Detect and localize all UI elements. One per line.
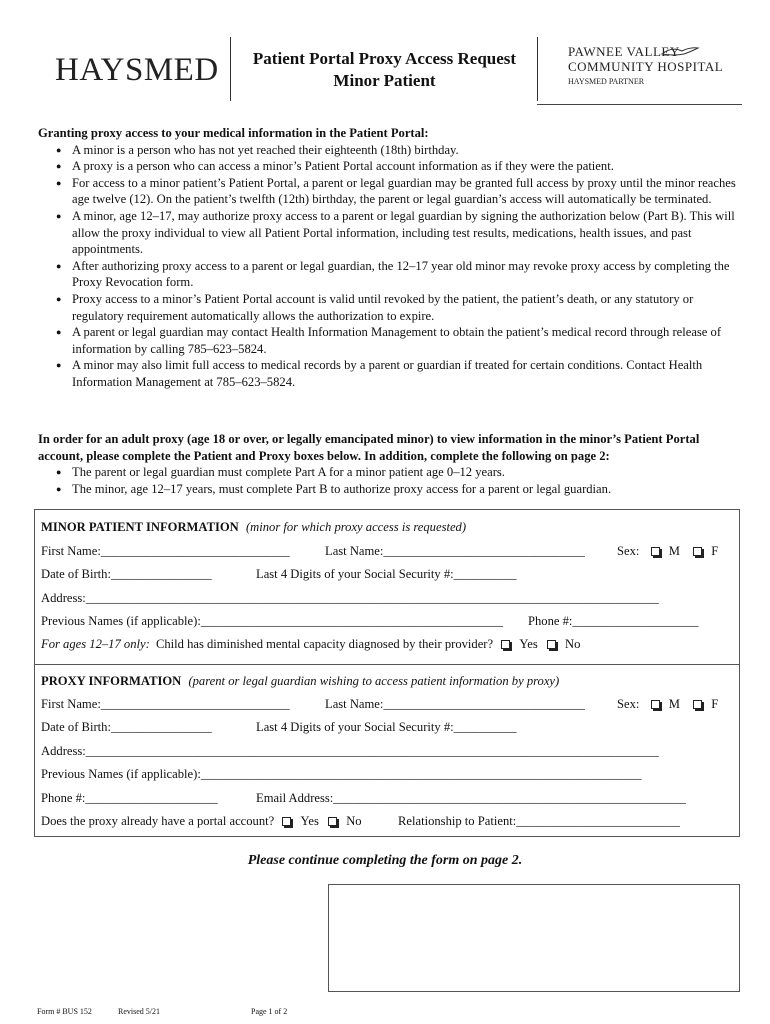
minor-phone-field[interactable]: Phone #:____________________ xyxy=(528,614,699,628)
adult-proxy-paragraph: In order for an adult proxy (age 18 or over, or legally emancipated minor) to view information in the minor’s Patient Portal account, please complete the Patient and Proxy boxes below. In addition, complete the following on page 2: xyxy=(38,432,700,463)
bird-icon xyxy=(660,44,700,58)
continue-note: Please continue completing the form on page 2. xyxy=(247,853,523,868)
minor-sex-f-checkbox[interactable] xyxy=(693,547,702,556)
header-divider-left xyxy=(230,37,231,101)
minor-ssn-field[interactable]: Last 4 Digits of your Social Security #:__________ xyxy=(256,567,517,581)
proxy-sex-label: Sex: xyxy=(617,697,640,711)
minor-heading-row xyxy=(41,520,466,535)
office-use-box xyxy=(328,884,740,992)
proxy-prev-names-field[interactable]: Previous Names (if applicable):______________________________________________________________________ xyxy=(41,767,642,781)
intro-bullet: ● A parent or legal guardian may contact Health Information Management to obtain the patient’s medical record through release of information by calling 785–623–5824. xyxy=(72,324,738,357)
minor-heading-note: (minor for which proxy access is requested) xyxy=(245,520,467,534)
title-line-1: Patient Portal Proxy Access Request xyxy=(252,49,517,68)
proxy-account-row xyxy=(41,814,362,829)
intro-bullets xyxy=(38,142,738,391)
minor-prev-names-field[interactable]: Previous Names (if applicable):________________________________________________ xyxy=(41,614,504,628)
proxy-ssn-field[interactable]: Last 4 Digits of your Social Security #:__________ xyxy=(256,720,517,734)
intro-bullet: ● Proxy access to a minor’s Patient Portal account is valid until revoked by the patient, the patient’s death, or any statutory or regulatory requirement automatically allows the authorization to expire. xyxy=(72,291,738,324)
form-number: Form # BUS 152 xyxy=(37,1007,92,1016)
minor-capacity-question: Child has diminished mental capacity diagnosed by their provider? xyxy=(155,637,494,651)
proxy-email-field[interactable]: Email Address:________________________________________________________ xyxy=(256,791,686,805)
minor-capacity-yes-checkbox[interactable] xyxy=(501,640,510,649)
adult-proxy-section xyxy=(38,431,738,497)
proxy-account-yes-checkbox[interactable] xyxy=(282,817,291,826)
pv-sub: HAYSMED PARTNER xyxy=(568,77,645,86)
revised-date: Revised 5/21 xyxy=(118,1007,160,1016)
proxy-last-name-field[interactable]: Last Name:________________________________ xyxy=(325,697,585,711)
proxy-heading: PROXY INFORMATION xyxy=(41,674,182,688)
proxy-sex-f-label: F xyxy=(711,697,719,711)
form-divider xyxy=(34,664,740,665)
header-rule xyxy=(537,104,742,105)
proxy-sex-m-checkbox[interactable] xyxy=(651,700,660,709)
minor-capacity-row xyxy=(41,637,580,652)
proxy-address-field[interactable]: Address:___________________________________________________________________________________________ xyxy=(41,744,659,758)
minor-address-field[interactable]: Address:___________________________________________________________________________________________ xyxy=(41,591,659,605)
intro-bullet: ● A proxy is a person who can access a minor’s Patient Portal account information as if they were the patient. xyxy=(72,158,738,175)
intro-bullet: ● A minor, age 12–17, may authorize proxy access to a parent or legal guardian by signing the authorization below (Part B). This will allow the proxy individual to view all Patient Portal information, including test results, medications, health issues, and past appointments. xyxy=(72,208,738,258)
minor-sex-m-checkbox[interactable] xyxy=(651,547,660,556)
header-divider-right xyxy=(537,37,538,101)
minor-dob-field[interactable]: Date of Birth:________________ xyxy=(41,567,212,581)
minor-capacity-yes-label: Yes xyxy=(519,637,538,651)
haysmed-logo: HAYSMED xyxy=(55,52,219,88)
proxy-sex-f-checkbox[interactable] xyxy=(693,700,702,709)
minor-last-name-field[interactable]: Last Name:________________________________ xyxy=(325,544,585,558)
intro-bullet: ● After authorizing proxy access to a parent or legal guardian, the 12–17 year old minor may revoke proxy access by completing the Proxy Revocation form. xyxy=(72,258,738,291)
page-number: Page 1 of 2 xyxy=(251,1007,288,1016)
minor-capacity-no-label: No xyxy=(565,637,581,651)
pv-line-2: COMMUNITY HOSPITAL xyxy=(568,59,724,74)
proxy-heading-row xyxy=(41,674,559,689)
proxy-account-no-checkbox[interactable] xyxy=(328,817,337,826)
adult-proxy-bullet: ● The parent or legal guardian must complete Part A for a minor patient age 0–12 years. xyxy=(72,464,738,481)
adult-proxy-bullet: ● The minor, age 12–17 years, must complete Part B to authorize proxy access for a parent or legal guardian. xyxy=(72,481,738,498)
proxy-account-yes-label: Yes xyxy=(300,814,319,828)
proxy-sex-field xyxy=(617,697,718,712)
proxy-dob-field[interactable]: Date of Birth:________________ xyxy=(41,720,212,734)
title-line-2: Minor Patient xyxy=(333,71,436,90)
minor-first-name-field[interactable]: First Name:______________________________ xyxy=(41,544,290,558)
proxy-phone-field[interactable]: Phone #:_____________________ xyxy=(41,791,218,805)
adult-proxy-bullets xyxy=(38,464,738,497)
minor-capacity-no-checkbox[interactable] xyxy=(547,640,556,649)
pv-line-1: PAWNEE VALLEY xyxy=(568,44,680,59)
minor-sex-field xyxy=(617,544,718,559)
proxy-sex-m-label: M xyxy=(668,697,680,711)
minor-sex-f-label: F xyxy=(711,544,719,558)
proxy-heading-note: (parent or legal guardian wishing to access patient information by proxy) xyxy=(188,674,560,688)
intro-bullet: ● A minor is a person who has not yet reached their eighteenth (18th) birthday. xyxy=(72,142,738,159)
minor-ages-note: For ages 12–17 only: xyxy=(41,637,150,651)
intro-heading: Granting proxy access to your medical information in the Patient Portal: xyxy=(38,126,429,140)
minor-heading: MINOR PATIENT INFORMATION xyxy=(41,520,239,534)
intro-bullet: ● A minor may also limit full access to medical records by a parent or guardian if treated for certain conditions. Contact Health Information Management at 785–623–5824. xyxy=(72,357,738,390)
minor-sex-m-label: M xyxy=(668,544,680,558)
page-title xyxy=(232,48,537,92)
proxy-account-no-label: No xyxy=(346,814,362,828)
intro-section xyxy=(38,125,738,391)
intro-bullet: ● For access to a minor patient’s Patient Portal, a parent or legal guardian may be granted full access by proxy until the minor reaches age twelve (12). On the patient’s twelfth (12th) birthday, the parent or legal guardian’s access will automatically be terminated. xyxy=(72,175,738,208)
proxy-relationship-field[interactable]: Relationship to Patient:__________________________ xyxy=(398,814,680,828)
proxy-first-name-field[interactable]: First Name:______________________________ xyxy=(41,697,290,711)
minor-sex-label: Sex: xyxy=(617,544,640,558)
proxy-account-question: Does the proxy already have a portal account? xyxy=(41,814,275,828)
